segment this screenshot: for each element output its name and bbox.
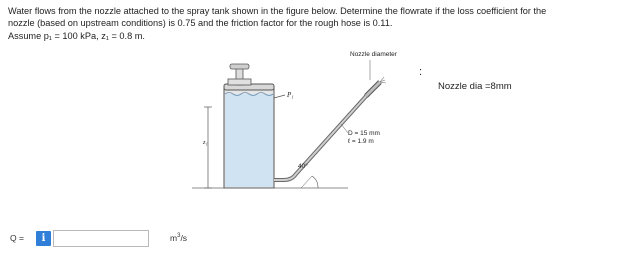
- note-colon: :: [419, 66, 423, 78]
- nozzle-dia-note: Nozzle dia =8mm: [438, 81, 512, 92]
- info-icon[interactable]: i: [36, 231, 51, 246]
- flowrate-unit: [170, 233, 187, 243]
- flowrate-label: Q =: [10, 233, 24, 243]
- angle-arc: [312, 176, 318, 188]
- problem-statement: [8, 5, 620, 42]
- nozzle-diameter-label: Nozzle diameter: [350, 51, 397, 58]
- spray-tank-figure: [188, 44, 428, 194]
- unit-tail: /s: [180, 233, 188, 243]
- spray-tank: [224, 64, 274, 188]
- pump-handle: [230, 64, 249, 69]
- hose: [274, 94, 368, 180]
- hose-diameter-label: D = 15 mm: [348, 130, 380, 137]
- unit-base: m: [170, 233, 178, 243]
- z1-label: z₁: [203, 139, 208, 146]
- angle-label: 40°: [298, 163, 308, 170]
- p1-label: P₁: [287, 91, 294, 99]
- hose-length-label: ℓ = 1.9 m: [348, 138, 374, 145]
- p1-pointer: [274, 95, 285, 98]
- unit-exponent: 3: [177, 233, 181, 240]
- spray-icon: [380, 77, 386, 83]
- problem-line-2: nozzle (based on upstream conditions) is 0.75 and the friction factor for the rough hose is 0.11.: [8, 18, 393, 29]
- tank-water: [225, 94, 273, 187]
- problem-line-1: Water flows from the nozzle attached to the spray tank shown in the figure below. Determine the flowrate if the loss coefficient for the: [8, 6, 547, 16]
- problem-line-3: Assume p₁ = 100 kPa, z₁ = 0.8 m.: [8, 30, 145, 41]
- answer-row: [10, 228, 187, 248]
- flowrate-input[interactable]: [53, 230, 149, 247]
